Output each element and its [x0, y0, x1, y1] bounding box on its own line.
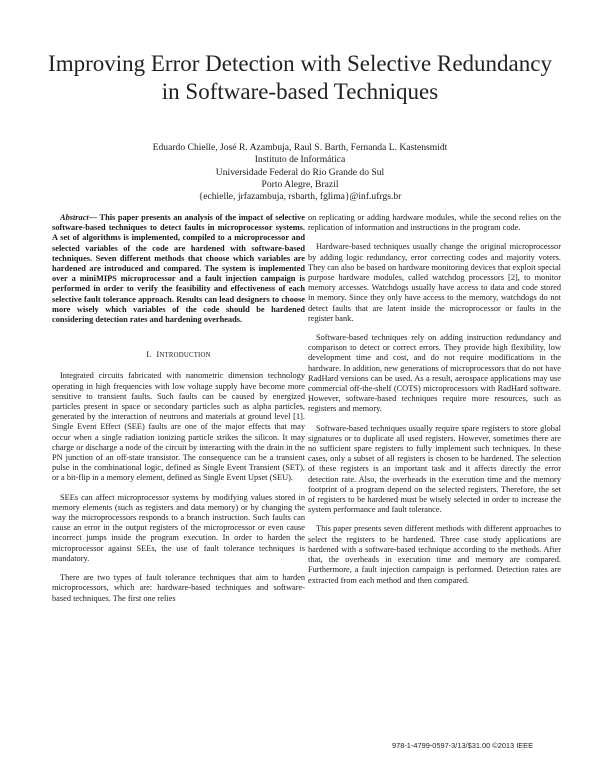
author-block: [60, 142, 540, 203]
author-institute: Instituto de Informática: [254, 154, 346, 166]
right-column: [308, 213, 561, 595]
body-paragraph: There are two types of fault tolerance techniques that aim to harden microprocessors, which are: hardware-based techniques and software-based techniques. The first one relies: [52, 573, 305, 603]
paper-title-line-1: Improving Error Detection with Selective Redundancy: [48, 51, 552, 76]
section-heading-introduction: [52, 349, 305, 361]
body-paragraph: Software-based techniques usually require spare registers to store global signatures or to duplicate all used registers. However, sometimes there are no sufficient spare registers to fully implement such techniques. In these cases, only a subset of all registers is chosen to be hardened. The selection of these registers is an important task and it affects directly the error detection rate. Also, the overheads in the execution time and the memory footprint of a program depend on the selected registers. Therefore, the set of registers to be hardened must be wisely selected in order to increase the system performance and fault tolerance.: [308, 423, 561, 515]
body-paragraph: This paper presents seven different methods with different approaches to select the registers to be hardened. Three case study applications are hardened with a software-based technique according to the methods. After that, the overheads in execution time and memory are compared. Furthermore, a fault injection campaign is performed. Detection rates are extracted from each method and then compared.: [308, 524, 561, 585]
body-paragraph: Integrated circuits fabricated with nanometric dimension technology operating in high frequencies with low voltage supply have become more sensitive to transient faults. Such faults can be caused by energized particles present in space or secondary particles such as alpha particles, generated by the interaction of neutrons and materials at ground level [1]. Single Event Effect (SEE) faults are one of the major effects that may occur when a single radiation ionizing particle strikes the silicon. It may charge or discharge a node of the circuit by interacting with the drain in the PN junction of an off-state transistor. The consequence can be a transient pulse in the combinational logic, defined as Single Event Transient (SET), or a bit-flip in a memory element, defined as Single Event Upset (SEU).: [52, 371, 305, 483]
abstract-label: Abstract: [60, 213, 89, 222]
copyright-notice: 978-1-4799-0597-3/13/$31.00 ©2013 IEEE: [392, 741, 534, 750]
author-university: Universidade Federal do Rio Grande do Sul: [215, 166, 385, 178]
body-paragraph: Software-based techniques rely on adding instruction redundancy and comparison to detect or correct errors. They provide high flexibility, low development time and cost, and do not require modifications in the hardware. In addition, new generations of microprocessors that do not have RadHard versions can be used. As a result, aerospace applications may use commercial off-the-shelf (COTS) microprocessors with RadHard software. However, software-based techniques require more resources, such as registers and memory.: [308, 333, 561, 414]
body-paragraph: Hardware-based techniques usually change the original microprocessor by adding logic redundancy, error correcting codes and majority voters. They can also be based on hardware monitoring devices that exploit special purpose hardware modules, called watchdog processors [2], to monitor memory accesses. Watchdogs usually have access to data and code stored in memory. Since they only have access to the memory, watchdogs do not detect faults that are latent inside the microprocessor or faults in the register bank.: [308, 242, 561, 323]
paper-title-line-2: in Software-based Techniques: [161, 79, 439, 104]
section-title-rest: NTRODUCTION: [159, 352, 211, 360]
author-names: Eduardo Chielle, José R. Azambuja, Raul S. Barth, Fernanda L. Kastensmidt: [152, 142, 448, 153]
author-city: Porto Alegre, Brazil: [261, 178, 339, 190]
paper-title: [20, 50, 580, 106]
left-column: [52, 213, 305, 613]
abstract-text: — This paper presents an analysis of the impact of selective software-based techniques to detect faults in microprocessor systems. A set of algorithms is implemented, compiled to a microprocessor and selected variables of the code are hardened with software-based techniques. Seven different methods that choose which variables are hardened are introduced and compared. The system is implemented over a miniMIPS microprocessor and a fault injection campaign is performed in order to verify the feasibility and effectiveness of each selective fault tolerance approach. Results can lead designers to choose more wisely which variables of the code should be hardened considering detection rates and hardening overheads.: [52, 213, 305, 325]
section-first-letter: I: [156, 349, 160, 360]
body-paragraph: on replicating or adding hardware modules, while the second relies on the replication of information and instructions in the program code.: [308, 213, 561, 233]
author-emails: {echielle, jrfazambuja, rsbarth, fglima}@inf.ufrgs.br: [198, 191, 402, 203]
abstract: [52, 213, 305, 325]
body-paragraph: SEEs can affect microprocessor systems by modifying values stored in memory elements (such as registers and data memory) or by changing the way the microprocessors responds to a branch instruction. Such faults can cause an error in the output registers of the microprocessor or even cause incorrect jumps inside the program execution. In order to harden the microprocessor against SEEs, the use of fault tolerance techniques is mandatory.: [52, 492, 305, 563]
section-number: I.: [146, 349, 152, 360]
